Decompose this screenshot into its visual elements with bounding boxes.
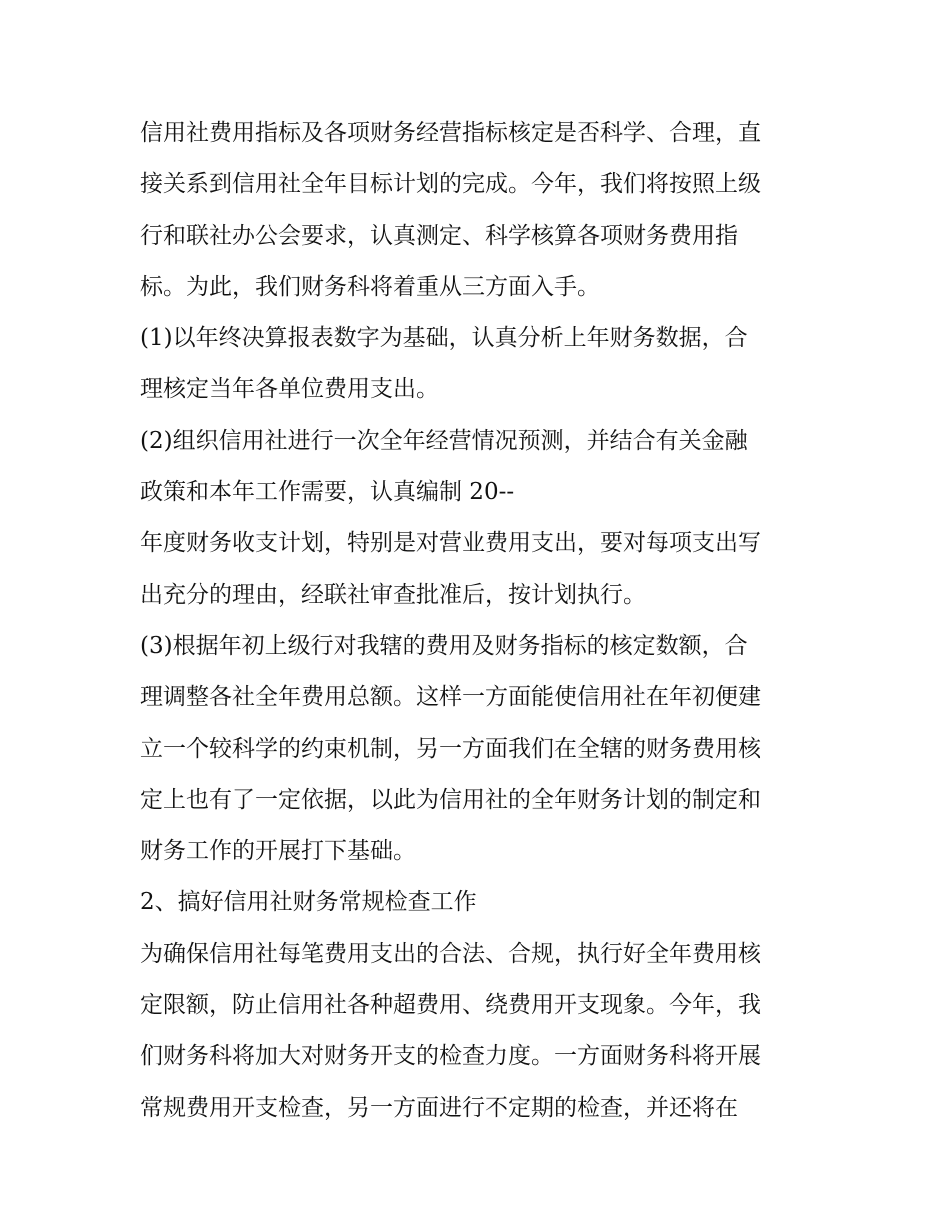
text-line: 定上也有了一定依据，以此为信用社的全年财务计划的制定和 <box>140 786 761 813</box>
document-body <box>140 108 820 1134</box>
section-heading: 2、搞好信用社财务常规检查工作 <box>140 889 477 916</box>
text-line: 行和联社办公会要求，认真测定、科学核算各项财务费用指 <box>140 222 738 249</box>
text-line: 们财务科将加大对财务开支的检查力度。一方面财务科将开展 <box>140 1043 761 1070</box>
list-item-3-line: (3)根据年初上级行对我辖的费用及财务指标的核定数额，合 <box>140 632 748 659</box>
text-line: 年度财务收支计划，特别是对营业费用支出，要对每项支出写 <box>140 530 761 557</box>
list-item-1-line: (1)以年终决算报表数字为基础，认真分析上年财务数据，合 <box>140 325 748 352</box>
text-line: 标。为此，我们财务科将着重从三方面入手。 <box>140 273 600 300</box>
text-line: 为确保信用社每笔费用支出的合法、合规，执行好全年费用核 <box>140 940 761 967</box>
text-line: 信用社费用指标及各项财务经营指标核定是否科学、合理，直 <box>140 120 761 146</box>
list-item-2-line: (2)组织信用社进行一次全年经营情况预测，并结合有关金融 <box>140 427 748 454</box>
text-line: 出充分的理由，经联社审查批准后，按计划执行。 <box>140 581 646 608</box>
text-line: 接关系到信用社全年目标计划的完成。今年，我们将按照上级 <box>140 171 761 198</box>
text-line: 常规费用开支检查，另一方面进行不定期的检查，并还将在 <box>140 1094 738 1121</box>
text-line: 定限额，防止信用社各种超费用、绕费用开支现象。今年，我 <box>140 992 761 1019</box>
text-line: 财务工作的开展打下基础。 <box>140 838 416 865</box>
text-line: 立一个较科学的约束机制，另一方面我们在全辖的财务费用核 <box>140 735 761 762</box>
text-line: 理核定当年各单位费用支出。 <box>140 376 439 403</box>
text-line: 政策和本年工作需要，认真编制 20-- <box>140 479 515 506</box>
text-line: 理调整各社全年费用总额。这样一方面能使信用社在年初便建 <box>140 684 761 711</box>
